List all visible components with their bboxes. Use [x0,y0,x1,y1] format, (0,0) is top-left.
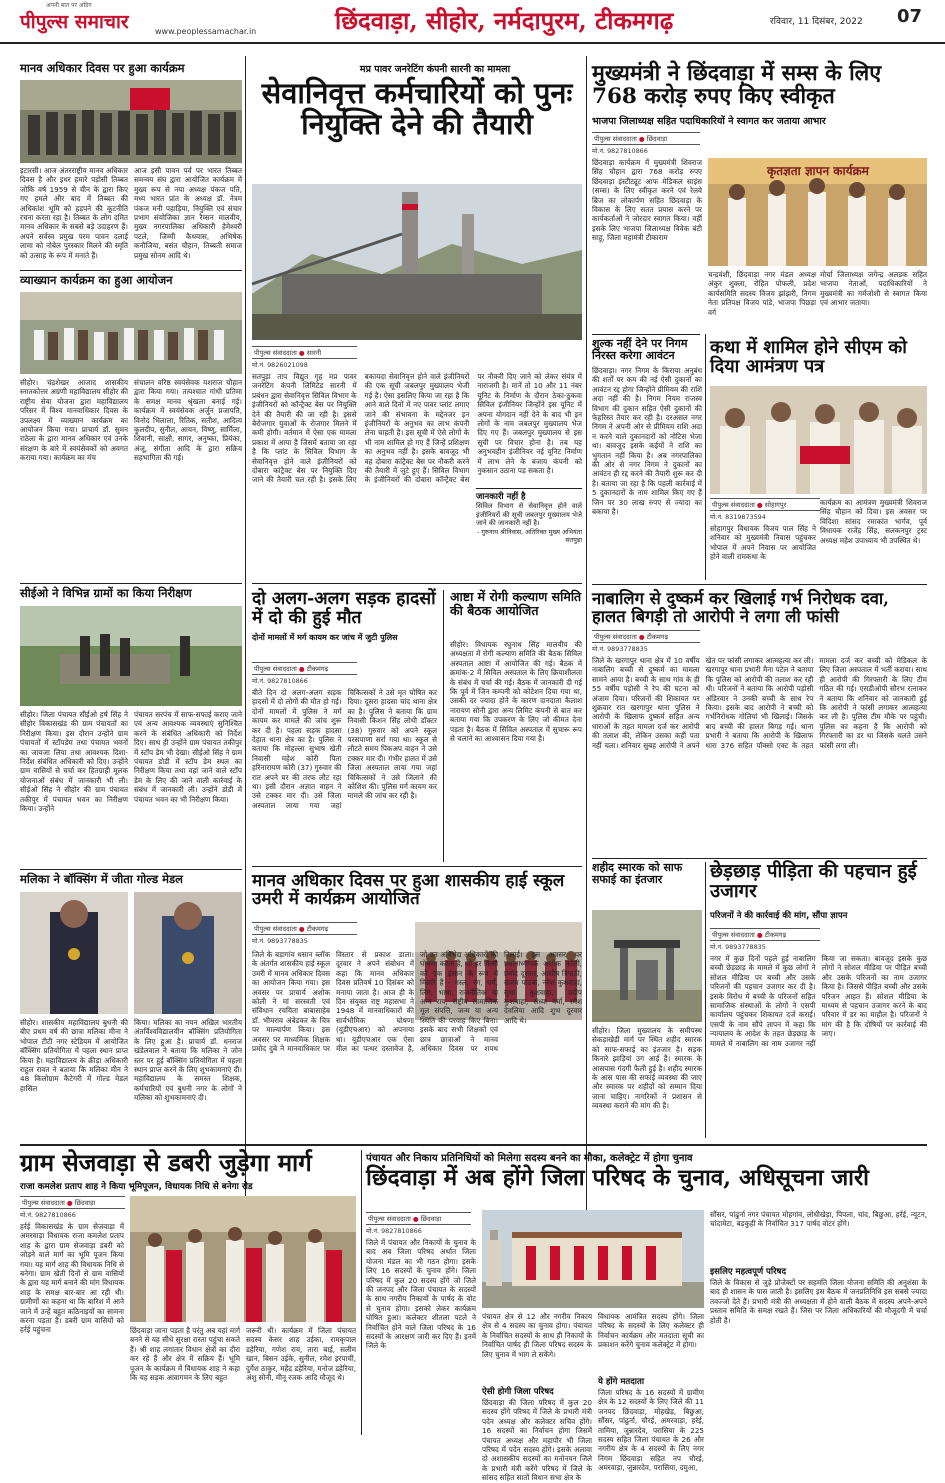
road-accidents-body: बीते दिन दो अलग-अलग सड़क हादसों में दो लोगों की मौत हो गई। दोनों मामलों में पुलिस ने मर्ग कायम कर मामले की जांच शुरू कर दी है। पहला सड़क हादसा देहात थाना क्षेत्र का है। पुलिस ने बताया कि मोहल्ला सुभाष खेती निवासी महेश कोरी पिता हरिनारायण कोरी (37) गुरुवार की रात अपने घर की तरफ लौट रहा था। इसी दौरान अज्ञात वाहन ने उसे टक्कर मार दी। उसे जिला अस्पताल लाया गया जहां चिकित्सकों ने उसे मृत घोषित कर दिया। दूसरा हादसा चांद थाना क्षेत्र का है। पुलिस ने बताया कि ग्राम निवासी किशन सिंह लोधी डॉक्टर (38) गुरुवार को अपने स्कूल परसपाणा सर्रा गया था। स्कूल से लौटते समय पिकअप वाहन ने उसे टक्कर मार दी। गंभीर हालत में उसे जिला अस्पताल लाया गया जहां चिकित्सकों ने उसे जिलाने की कोशिश की। पुलिस मर्ग कायम कर मामले की जांच कर रही है। [252,688,437,810]
human-rights-body-1: इटारसी। आज अंतरराष्ट्रीय मानव अधिकार दिवस है और इधर हमारे पड़ोसी तिब्बत जोकि वर्ष 1959 से चीन के द्वारा किए गए हमले और बाद में तिब्बत की अधिकांश भूमि को हड़पने की कूटनीति रचना करता रहा है। तिब्बत के लोग दमित मानव अधिकार के सबसे बड़े उदाहरण हैं। अपने सर्वस्व प्रमुख परम पावन दलाई लामा को नोबेल पुरस्कार मिलने की स्मृति को उत्साह के रूप में मनाते हैं। [20,166,128,260]
byline-dot: ● [638,135,645,143]
katha-invite-photo [710,386,927,494]
byline-dot: ● [298,925,305,933]
sarni-byline [252,346,357,359]
umri-school-body: जिले के बड़ागांव धसान ब्लॉक के अंतर्गत शासकीय हाई स्कूल उमरी में मानव अधिकार दिवस का आयोजन किया गया। इस अवसर पर प्राचार्य अशोक कोली ने मां सरस्वती एवं संविधान रचयिता बाबासाहेब डॉ. भीमराव अंबेडकर के चित्र पर माल्यार्पण किया। इस अवसर पर माध्यमिक शिक्षक प्रमोद दुबे ने मानवाधिकार पर विस्तार से प्रकाश डाला। दूरवार ने अपने संबोधन में कहा कि मानव अधिकार दिवस प्रतिवर्ष 10 दिसंबर को मनाया जाता है। आज ही के दिन संयुक्त राष्ट्र महासभा ने 1948 में मानवाधिकारों की सार्वभौमिक घोषणा (यूडीएचआर) को अपनाया था। यूडीएचआर एक ऐसा मील का पत्थर दस्तावेज है, जो उन अविभेद्य अधिकारों की घोषणा करता है, जो हर किसी को एक इंसान के रूप में मिलते हैं - नस्ल, रंग, धर्म, लिंग, भाषा, राजनीतिक या अन्य राय, राष्ट्रीय सामाजिक मूल संपत्ति, जन्म या अन्य स्थिति की परवाह किए बिना। इसके बाद सभी शिक्षकों एवं छात्र छात्राओं ने मानव अधिकार दिवस पर शपथ दिलाई। इस अवसर पर प्रधानाध्यापक अशोक कोली, प्रमोद दूरवार, आशीष त्रिपाठी, संजय पाठक, नरेश कुशवाहा, सुधा कुशवाहा, प्रदीप कुशवाहा, संध्या वर्मा, रमेश देवलिया आदि शुभ दूरवार आदि थे। [252,950,582,1054]
council-box-3-body: जिले के विकास से जुड़े प्रोजेक्टों पर सहमति जिला योजना समिति की अनुशंसा के बाद ही शासन के पास जाती है। इसलिए इस बैठक में जनप्रतिनिधि इस सबसे ज्यादा तवज्जो देते हैं। प्रभारी मंत्री की अध्यक्षता में होने वाली बैठक में सदस्य अपने-अपने प्रस्ताव समिति के समक्ष रखते हैं। जिस पर जिला अधिकारियों की मौजूदगी में चर्चा होती है। [710,1278,927,1325]
sejwada-road-headline: ग्राम सेजवाड़ा से डबरी जुड़ेगा मार्ग [20,1148,312,1177]
byline-source: पीपुल्स संवाददाता [254,349,297,357]
byline-dot: ● [412,1215,419,1223]
byline-place: टीकमगढ़ [306,665,329,673]
council-box-1-body: छिंदवाड़ा की जिला परिषद में कुल 20 सदस्य होंगे परिषद में जिले के प्रभारी मंत्री पदेन अध्यक्ष और कलेक्टर सचिव होंगे। 16 सदस्यों का निर्वाचन होगा जिसमें पंचायत अध्यक्ष और महापौर भी जिला परिषद में पदेन सदस्य होंगे। इसके अलावा दो अशासकीय सदस्यों का मनोनयन जिले के प्रभारी मंत्री करेंगे परिषद में जिले के सांसद सहित सातों विधान सभा क्षेत्र के [482,1398,592,1483]
byline-dot: ● [756,931,763,939]
umri-school-mobile: मो.नं. 9893778835 [252,937,308,945]
info-box-body: सिविल विभाग से सेवानिवृत्त होने वाले इंजीनियरों की सूची जबलपुर मुख्यालय भेजे जाने की जानकारी नहीं है। [476,502,582,528]
story-divider [592,334,700,335]
shop-allotment-body: छिंदवाड़ा। नगर निगम के किराया अनुबंध की शर्तों पर कम की नई ऐसी दुकानों का आवंटन रद्द होगा जिन्होंने प्रीमियम की राशि अदा नहीं की है। निगम नियम राजस्व विभाग की दुकान सहित ऐसी दुकानों की फेहरिस्त तैयार कर रही है। दरअसल नगर निगम ने अपनी ओर से प्रीमियम राशि अदा न करने वाले दुकानदारों को नोटिस भेजा था। बावजूद इसके कईयों ने राशि का भुगतान नहीं किया है। अब नगरपालिका की ओर से नगर निगम ने दुकानों का आवंटन ही रद्द करने की तैयारी शुरू कर दी है। बताया जा रहा है कि पहली कार्रवाई में 5 दुकानदारों के नाम शामिल किए गए हैं जिन पर 30 लाख रुपए से ज्यादा का बकाया है। [592,366,702,517]
shop-allotment-headline: शुल्क नहीं देने पर निगम निरस्त करेगा आवंटन [592,337,688,362]
harassment-victim-mobile: मो.नं. 9893778835 [710,943,766,951]
column-divider [705,862,706,1138]
column-divider [586,56,587,1236]
minor-assault-mobile: मो.नं. 9893778835 [592,645,648,653]
byline-place: टीकमगढ़ [646,633,669,641]
byline-place: टीकमगढ़ [306,925,329,933]
cm-sims-headline: मुख्यमंत्री ने छिंदवाड़ा में सम्स के लिए 768 करोड़ रुपए किए स्वीकृत [592,61,882,110]
byline-dot: ● [298,349,305,357]
cm-sims-body: छिंदवाड़ा कार्यक्रम में मुख्यमंत्री शिवराज सिंह चौहान द्वारा 768 करोड़ रुपए छिंदवाड़ा इंस्टीट्यूट आफ मेडिकल साइंस (सम्स) के लिए स्वीकृत करने एवं रेलवे ब्रिज का लोकार्पण सहित छिंदवाड़ा के विकास के लिए सतत प्रयास करने पर कार्यकर्ताओं ने जोरदार स्वागत किया। वहीं इसके लिए भाजपा जिलाध्यक्ष विवेक बंटी साहू, जिला महामंत्री टीकाराम [592,158,702,243]
sarni-kicker: मप्र पावर जनरेटिंग कंपनी सारनी का मामला [359,64,511,75]
katha-invite-headline: कथा में शामिल होने सीएम को दिया आमंत्रण पत्र [710,337,907,378]
martyr-memorial-photo [592,910,702,1022]
felicitation-banner-text: कृतज्ञता ज्ञापन कार्यक्रम [766,164,869,178]
masthead-cities: छिंदवाड़ा, सीहोर, नर्मदापुरम, टीकमगढ़ [335,6,674,35]
district-council-mobile: मो.नं. 9827810866 [366,1227,422,1235]
byline-source: पीपुल्स संवाददाता [594,633,637,641]
masthead-website: www.peoplessamachar.in [155,27,257,36]
byline-source: पीपुल्स संवाददाता [254,925,297,933]
ashta-meeting-headline: आष्टा में रोगी कल्याण समिति की बैठक आयोजित [450,589,582,618]
road-accidents-byline [252,662,357,675]
boxing-gold-headline: मलिका ने बॉक्सिंग में जीता गोल्ड मेडल [20,872,183,886]
byline-source: पीपुल्स संवाददाता [254,665,297,673]
byline-place: सारनी [306,349,322,357]
info-box-sign: - गुरुनाथ श्रीनिवास, अतिरिक्त मुख्य अभियंता सतपुड़ा [477,527,582,544]
masthead-logo: पीपुल्स समाचार [20,11,129,33]
cm-sims-mobile: मो.नं. 9827810866 [592,147,648,155]
harassment-victim-body: नगर में कुछ दिनों पहले हुई नाबालिग बच्ची छेड़छाड़ के मामले में कुछ लोगों ने सोशल मीडिया पर बच्ची और उसके परिजनों की पहचान उजागर कर दी है। इसके विरोध में बच्ची के परिजनों सहित सामाजिक संस्थाओं के लोगों ने एसपी कार्यालय पहुंचकर शिकायत दर्ज कराई। एसपी के नाम सौंपे ज्ञापन में कहा कि न्यायालय के आदेश के तहत छेड़छाड़ के मामले में नाबालिग का नाम उजागर नहीं किया जा सकता। बावजूद इसके कुछ लोगों ने सोशल मीडिया पर पीड़ित बच्ची और उसके परिजनों का नाम उजागर किया है। जिससे पीड़ित बच्ची और उसके परिजन आहत हैं। सोशल मीडिया के माध्यम से पहचान उजागर करने के बाद परिवार में डर का माहौल है। परिजनों ने मांग की है कि दोषियों पर कार्रवाई की जाए। [710,954,927,1048]
byline-place: छिंदवाड़ा [74,1199,96,1207]
katha-invite-body-1: सोहागपुर विधायक विजय पाल सिंह ने शनिवार को मुख्यमंत्री निवास पहुंचकर भोपाल में अपने निवास पर आयोजित होने वाली रामकथा के [710,524,816,562]
katha-invite-body-2: कार्यक्रम का आमंत्रण मुख्यमंत्री शिवराज सिंह चौहान को दिया। इस अवसर पर विदिशा सांसद रमाकांत भार्गव, पूर्व विधायक राजेंद्र सिंह, सलकनपुर ट्रस्ट अध्यक्ष महेश उपाध्याय भी उपस्थित थे। [820,498,927,545]
katha-invite-byline [710,498,820,511]
story-divider [20,869,242,870]
boxing-body-2: किया। मलिका का नयन अखिल भारतीय अंतर्विश्वविद्यालयीन बॉक्सिंग प्रतियोगिता के लिए हुआ है। प्राचार्य डॉ. धनराज खंडेलवाल ने बताया कि मलिका ने जोन स्तर पर हुई बॉक्सिंग प्रतियोगिता में पहला स्थान प्राप्त करने के लिए शुभकामनाएं दी। महाविद्यालय के समस्त शिक्षक, कर्मचारियों एवं बुधनी नगर के लोगों ने मलिका को शुभकामनाएं दी। [134,1018,242,1103]
sejwada-road-byline [20,1196,125,1209]
district-council-body-4: सौंसर, पांढुर्ना नगर पंचायत मोहगांव, लोधीखेड़ा, पिपला, चांद, बिछुआ, हर्रई, न्यूटन, चांदामेटा, बड़कुही के निर्वाचित 317 पार्षद वोटर होंगे। [710,1210,927,1229]
boxing-athlete-photo-2 [134,892,242,1014]
minor-assault-body: जिले के खरगापुर थाना क्षेत्र में 10 वर्षीय नाबालिग बच्ची से दुष्कर्म का मामला सामने आया है। बच्ची के साथ गांव के ही 55 वर्षीय पड़ोसी ने रेप की घटना को अंजाम दिया। परिजनों की शिकायत पर शुक्रवार रात खरगापुर थाना पुलिस ने आरोपी के खिलाफ दुष्कर्म सहित अन्य धाराओं के तहत मामला दर्ज कर आरोपी की तलाश की, लेकिन उसका कहीं पता नहीं चला। शनिवार सुबह आरोपी ने अपने खेत पर फांसी लगाकर आत्महत्या कर ली। खरगापुर थाना प्रभारी मैना पटेल ने बताया कि पुलिस को आरोपी की तलाश कर रही थी। परिजनों ने बताया कि आरोपी पड़ोसी अंडिरवार ने उनकी बच्ची के साथ रेप किया। इसके बाद आरोपी ने बच्ची को गर्भनिरोधक गोलियां भी खिलाई। जिसके बाद बच्ची की हालत बिगड़ गई। थाना प्रभारी ने बताया कि आरोपी के खिलाफ धारा 376 सहित पॉक्सो एक्ट के तहत मामला दर्ज कर बच्ची को मेडिकल के लिए जिला अस्पताल में भर्ती कराया। साथ ही आरोपी की गिरफ्तारी के लिए टीम गठित की गई। एसडीओपी सौरभ रत्नाकर ने बताया कि शनिवार को जानकारी हुई कि आरोपी ने फांसी लगाकर आत्महत्या कर ली है। पुलिस टीम मौके पर पहुंची। पुलिस का कहना है कि आरोपी को गिरफ्तारी का डर था जिसके चलते उसने फांसी लगा ली। [592,656,927,750]
sejwada-road-subhead: राजा कमलेश प्रताप शाह ने किया भूमिपूजन, विधायक निधि से बनेगा रोड [20,1182,253,1192]
byline-place: छिंदवाड़ा [420,1215,442,1223]
district-council-headline: छिंदवाड़ा में अब होंगे जिला परिषद के चुनाव, अधिसूचना जारी [366,1165,869,1191]
story-divider [592,858,927,859]
council-box-2-title: ये होंगे मतदाता [598,1377,645,1387]
sejwada-road-body-3: जरूरी थी। कार्यक्रम में जिला पंचायत सदस्य केसर शाह उईका, रामकृपाल डहेरिया, गणेश राय, तारा बाई, सलीम खान, बिसन उईके, सुनील, रमेश इरपाची, दुर्गेश ठाकुर, महेंद्र डहेरिया, मनोज डहेरिया, अंशु सोनी, मीनू रजक आदि मौजूद थे। [246,1326,356,1383]
umri-school-headline: मानव अधिकार दिवस पर हुआ शासकीय हाई स्कूल उमरी में कार्यक्रम आयोजित [252,871,565,910]
byline-source: पीपुल्स संवाददाता [22,1199,65,1207]
byline-dot: ● [66,1199,73,1207]
byline-dot: ● [298,665,305,673]
human-rights-body-2: आज इसी पावन पर्व पर भारत तिब्बत समन्वय संघ द्वारा आयोजित कार्यक्रम में मुख्य रूप से नया अध्यक्ष पंकज पति, मध्य भारत प्रांत के अध्यक्ष डॉ. नेत्रम पंकज मनी पहाड़िया, नियुक्ति एवं संचार प्रभाग संयोजिका ज्ञान रैम्सन मालवीय, मुख्य नगरपालिका अधिकारी हेमेश्वरी पटले, जिम्मी कैथवास, अभिषेक कनौजिया, बसंत चौहान, तिब्बती समाज प्रमुख सोनम आदि थे। [134,166,242,260]
district-council-kicker: पंचायत और निकाय प्रतिनिधियों को मिलेगा सदस्य बनने का मौका, कलेक्ट्रेट में होगा चुनाव [366,1153,693,1164]
masthead-tagline: अपनी बात पर अडिग [46,2,92,9]
boxing-body-1: सीहोर। शासकीय महाविद्यालय बुधनी की बीए प्रथम वर्ष की छात्रा मलिका मीना ने भोपाल टीटी नगर स्टेडियम में आयोजित बॉक्सिंग प्रतियोगिता में पहला स्थान प्राप्त किया है। महाविद्यालय के क्रीड़ा अधिकारी राहुल रावत ने बताया कि मलिका मीन ने 48 किलोग्राम कैटेगरी में गोल्ड मेडल हासिल [20,1018,128,1093]
harassment-victim-headline: छेड़छाड़ पीड़िता की पहचान हुई उजागर [710,861,917,902]
district-council-body-1: जिले में पंचायत और निकायों के चुनाव के बाद अब जिला परिषद अर्थात जिला योजना मंडल का भी गठन होगा। इसके लिए 16 सदस्यों के चुनाव होंगे। जिला परिषद में कुल 20 सदस्य होंगे जो जिले की जनपद और जिला पंचायत के सदस्यों के साथ नगरीय निकायों के पार्षद के वोट से चुनाव होगा। इसको लेकर कार्यक्रम घोषित हुआ। कलेक्टर शीतला पटले ने निर्वाचित होने वाले जिला परिषद के 16 सदस्यों के आरक्षण जारी कर दिए हैं। इनमें जिले के [366,1238,476,1351]
lecture-headline: व्याख्यान कार्यक्रम का हुआ आयोजन [20,273,173,287]
ceo-inspection-headline: सीईओ ने विभिन्न ग्रामों का किया निरीक्षण [20,586,192,600]
collectorate-photo [482,1210,704,1308]
column-divider [705,334,706,580]
story-divider [252,866,582,867]
sarni-mobile: मो.नं. 9826021098 [252,361,308,369]
lecture-body-2: संचालन वरिष्ठ स्वयंसेवक यशराज चौहान द्वारा किया गया। तत्पश्चात गांधी प्रतिमा के समक्ष मानव श्रृंखला बनाई गई। कार्यक्रम में स्वयंसेवक अर्जुन प्रजापति, विनोद भिलाला, रितिक, सतीश, आदित्य कुलदीप, सुनील, आयन, विष्णु, सार्मिला, शिवानी, साक्षी, सागर, अनुष्का, प्रियंका, अंजू, संगीता आदि के द्वारा सक्रिय सहभागिता की गई। [134,378,242,463]
council-box-3-title: इसलिए महत्वपूर्ण परिषद [710,1267,786,1277]
byline-place: टीकमगढ़ [764,931,787,939]
sarni-body: सतपुड़ा ताप विद्युत गृह मप्र पावर जनरेटिंग कंपनी लिमिटेड सारनी में प्रबंधन द्वारा सेवानिवृत्त सिविल विभाग के इंजीनियरों को कॉन्ट्रैक्ट बेस पर नियुक्ति देने की तैयारी की जा रही है। इससे बेरोजगार युवाओं के रोजगार मिलने में कमी होगी। वर्तमान में ऐसा एक मामला प्रकाश में आया है जिसमें बताया जा रहा है कि प्लांट के सिविल विभाग के सेवानिवृत्त होने वाले इंजीनियरों को दोबारा कांट्रैक्ट बेस पर नियुक्ति दिए जाने की तैयारी चल रही है। इसके लिए बकायदा सेवानिवृत्त होने वाले इंजीनियरों की एक सूची जबलपुर मुख्यालय भेजी गई है। ऐसा इसलिए किया जा रहा है कि आने वाले दिनों में नए पावर प्लांट लगाए जाने की संभावना के मद्देनजर इन इंजीनियरों के अनुभव का लाभ कंपनी लेना चाहती है। इस सूची में ऐसे लोगों के भी नाम शामिल हो गए हैं जिन्हें प्रशिक्षण का अनुभव नहीं है। इसके बावजूद भी वह दोबारा कांट्रैक्ट बेस पर नौकरी करने की तैयारी में जुटे हुए हैं। सिविल विभाग के इंजीनियरों की दोबारा कॉन्ट्रैक्ट बेस पर नौकरी दिए जाने को लेकर संयंत्र में नाराजगी है। मानें तो 10 और 11 नंबर यूनिट के निर्माण के दौरान ठेका-ठुकवा सिविल इंजीनियर जिन्होंने इस यूनिट में अपना योगदान नहीं देने के बाद भी इन लोगों के नाम जबलपुर मुख्यालय भेज दिए गए हैं। जबलपुर मुख्यालय से इस सूची पर विचार होना है। तब यह अनुभवहीन इंजीनियर नई यूनिट निर्माण में लाभ लेने के बजाय कंपनी को नुकसान उठाना पड़ सकता है। [252,372,582,485]
byline-source: पीपुल्स संवाददाता [368,1215,411,1223]
road-accidents-mobile: मो.नं. 9827810866 [252,677,308,685]
byline-source: पीपुल्स संवाददाता [594,135,637,143]
human-rights-day-headline: मानव अधिकार दिवस पर हुआ कार्यक्रम [20,61,185,75]
masthead-date: रविवार, 11 दिसंबर, 2022 [770,17,863,27]
column-divider [361,1150,362,1435]
byline-dot: ● [756,501,763,509]
sejwada-road-body-1: हर्रई विकासखंड के ग्राम सेजवाड़ा में अमरवाड़ा विधायक राजा कमलेश प्रताप शाह के द्वारा ग्राम सेजवाड़ा डबरी को जोड़ने वाले मार्ग का भूमि पूजन किया गया। यह मार्ग शाह की विधायक निधि से बनेगा। ग्राम खेती दिनों से ग्राम वासियों के द्वारा यह मार्ग बनाने की मांग विधायक शाह के समक्ष बार-बार आ रही थी। ग्रामीणों का कहना था कि बारिश में आने जाने में उन्हें बहुत कठिनाइयों का सामना करना पड़ता है। डबरी ग्राम वासियों को हर्रई पहुंचना [20,1222,124,1335]
power-plant-photo [252,184,582,340]
district-council-byline [366,1212,471,1225]
umri-school-byline [252,922,357,935]
byline-place: छिंदवाड़ा [646,135,668,143]
human-rights-group-photo [20,80,242,163]
cm-sims-caption-1: चन्द्रवंशी, छिंदवाड़ा नगर मंडल अध्यक्ष अंकुर शुक्ला, रोहित पोफली, प्रदेश कार्यसमिति सदस्य विजय झांझरी, निगम नेता प्रतिपक्ष विजय पांडे, भाजपा पिछड़ा वर्ग [708,270,816,317]
story-divider [20,583,242,584]
cm-felicitation-photo [708,158,927,266]
info-box-title: जानकारी नहीं है [476,492,526,502]
cm-sims-caption-2: मोर्चा जिलाध्यक्ष जगेन्द्र अलडक सहित भाजपा नेताओं, पदाधिकारियों ने मुख्यमंत्री का गर्मजोशी से स्वागत किया एवं आभार जताया। [820,270,927,308]
martyr-memorial-body: सीहोर। जिला मुख्यालय के समीपस्थ सेकड़ाखेड़ी मार्ग पर स्थित शहीद स्मारक को साफ-सफाई का इंतजार है। सड़क किनारे झाड़ियां उग आई हैं। स्मारक के आसपास गंदगी फैली हुई है। शहीद स्मारक के आस पास की सफाई व्यवस्था की जाए और स्मारक पर शहीदों को सम्मान दिया जाना चाहिए। नागरिकों ने प्रशासन से व्यवस्था कराने की मांग की है। [592,1026,702,1111]
cm-sims-byline [592,132,700,145]
column-divider [443,590,444,862]
ceo-inspection-body-1: सीहोर। जिला पंचायत सीईओ हर्ष सिंह ने सीहोर विकासखंड की ग्राम पंचायतों का निरीक्षण किया। इस दौरान उन्होंने ग्राम पंचायतों में स्टॉपडेम तथा पंचायत भवनों का जायजा लिया तथा आवश्यक दिशा-निर्देश संबंधित अधिकारी को दिए। उन्होंने ग्राम वासियों से चर्चा कर हितग्राही मूलक योजनाओं संबंध में जानकारी भी ली। सीईओ सिंह ने सीहोर की ग्राम पंचायत तकीपुर में पंचायत भवन का निरीक्षण किया। उन्होंने [20,710,128,814]
ceo-inspection-body-2: पंचायत सरपंच में साफ-सफाई कराए जाने एवं अन्य आवश्यक व्यवस्थाएं सुनिश्चित करने के संबंधित अधिकारी को निर्देश दिए। साथ ही उन्होंने ग्राम पंचायत तकीपुर में स्टॉप डेम भी देखा। सीईओ सिंह ने ग्राम पंचायत डोडी में स्टॉप डेम स्थल का निरीक्षण किया तथा वहां जाने वाले स्टॉप डेम के लिए की जाने वाली कार्रवाई के संबंध में जानकारी ली। उन्होंने डोडी में पंचायत भवन का भी निरीक्षण किया। [134,710,242,804]
byline-source: पीपुल्स संवाददाता [712,501,755,509]
column-divider [245,56,246,1236]
harassment-victim-subhead: परिजनों ने की कार्रवाई की मांग, सौंपा ज्ञापन [710,911,848,921]
katha-invite-mobile: मो.नं. 8319873594 [710,513,766,521]
road-accidents-subhead: दोनों मामलों में मर्ग कायम कर जांच में जुटी पुलिस [252,633,398,642]
sejwada-road-mobile: मो.नं. 9827810866 [20,1211,76,1219]
byline-source: पीपुल्स संवाददाता [712,931,755,939]
ashta-meeting-body: सीहोर। विधायक रघुनाथ सिंह मालवीय की अध्यक्षता में रोगी कल्याण समिति की बैठक सिविल अस्पताल आष्टा में आयोजित की गई। बैठक में क्रमांक-2 में सिविल अस्पताल के लिए क्रियाशीलता के संबंध में चर्चा की गई। बैठक में जानकारी दी गई कि पूर्व में जिन कम्पनी को कोटेशन दिया गया था, उसकी दर ज्यादा होने के कारण दानदाता कैलाश नारायण सोनी द्वारा अन्य लिमिट कंपनी से बात कर बताया गया कि उपकरण के लिए जो कीमत देना पड़ता है। बैठक में सिविल अस्पताल में सुचारू रूप से चलाने का आश्वासन दिया गया है। [450,640,582,744]
page-number: 07 [897,6,923,27]
harassment-victim-byline [710,928,820,941]
story-divider [252,583,582,584]
martyr-memorial-headline: शहीद स्मारक को साफ सफाई का इंतजार [592,861,683,886]
story-divider [592,584,927,585]
sejwada-road-body-2: छिंदवाड़ा जाना पड़ता है परंतु अब यहां मार्ग बनने से यह सीधे सुरक्षा रास्ता पहुंचा सकते हैं। श्री शाह लगातार विधान क्षेत्रों का दौरा कर रहे हैं और क्षेत्र में सक्रिय हैं। भूमि पूजन के कार्यक्रम में विधायक शाह ने कहा कि यह सड़क आवागमन के लिए बहुत [130,1326,240,1383]
road-accidents-headline: दो अलग-अलग सड़क हादसों में दो की हुई मौत [252,589,436,628]
minor-assault-headline: नाबालिग से दुष्कर्म कर खिलाई गर्भ निरोधक दवा, हालत बिगड़ी तो आरोपी ने लगा ली फांसी [592,589,889,626]
sarni-info-box [476,488,582,558]
cm-sims-subhead: भाजपा जिलाध्यक्ष सहित पदाधिकारियों ने स्वागत कर जताया आभार [592,116,826,127]
council-box-2-body: जिला परिषद के 16 सदस्यों में ग्रामीण क्षेत्र के 12 सदस्यों के लिए जिले की 11 जनपद छिंदवाड़ा, मोहखेड़, बिछुआ, सौंसर, पांढुर्ना, चौरई, अमरवाड़ा, हर्रई, तामिया, जुन्नारदेव, परासिया के 225 सदस्य सहित जिला पंचायत के 26 और नगरीय क्षेत्र के 4 सदस्यों के लिए नगर निगम छिंदवाड़ा सहित नप चौरई, अमरवाड़ा, जुन्नारदेव, परासिया, दमुआ, [598,1388,704,1473]
byline-dot: ● [638,633,645,641]
masthead [0,0,945,44]
district-council-body-2: पंचायत क्षेत्र से 12 और नगरीय निकाय क्षेत्र से 4 सदस्य का चुनाव होगा। पंचायत के निर्वाचित सदस्यों के साथ ही निकायों के निर्वाचित पार्षद ही जिला परिषद सदस्य के लिए चुनाव में भाग ले सकेंगे। [482,1312,592,1359]
bhoomi-pujan-photo [130,1196,356,1322]
section-divider [20,1144,927,1146]
story-divider [20,270,242,271]
council-box-1-title: ऐसी होगी जिला परिषद [482,1387,554,1397]
lecture-body-1: सीहोर। चंद्रशेखर आजाद शासकीय स्नातकोत्तर अग्रणी महाविद्यालय सीहोर की राष्ट्रीय सेवा योजना द्वारा महाविद्यालय परिसर में विश्व मानवाधिकार दिवस के उपलक्ष्य में व्याख्यान कार्यक्रम का आयोजन किया गया। प्राचार्य डॉ. सुमन राठेला के द्वारा मानव अधिकार एवं उनके संरक्षण के बारे में स्वयंसेवकों को अवगत कराया गया। कार्यक्रम का मंच [20,378,128,463]
minor-assault-byline [592,630,700,643]
lecture-photo [20,292,242,374]
retired-staff-headline: सेवानिवृत्त कर्मचारियों को पुनः नियुक्ति देने की तैयारी [261,76,573,142]
ceo-inspection-photo [20,606,242,706]
boxing-athlete-photo-1 [20,892,128,1014]
district-council-body-3: विधायक आमंत्रित सदस्य होंगे। जिला परिषद के सदस्यों के लिए कलेक्टर ही निर्वाचन कार्यक्रम और मतदाता सूची का प्रकाशन करेंगे चुनाव कलेक्ट्रेट में होगा। [598,1312,704,1350]
byline-place: सोहागपुर [764,501,787,509]
